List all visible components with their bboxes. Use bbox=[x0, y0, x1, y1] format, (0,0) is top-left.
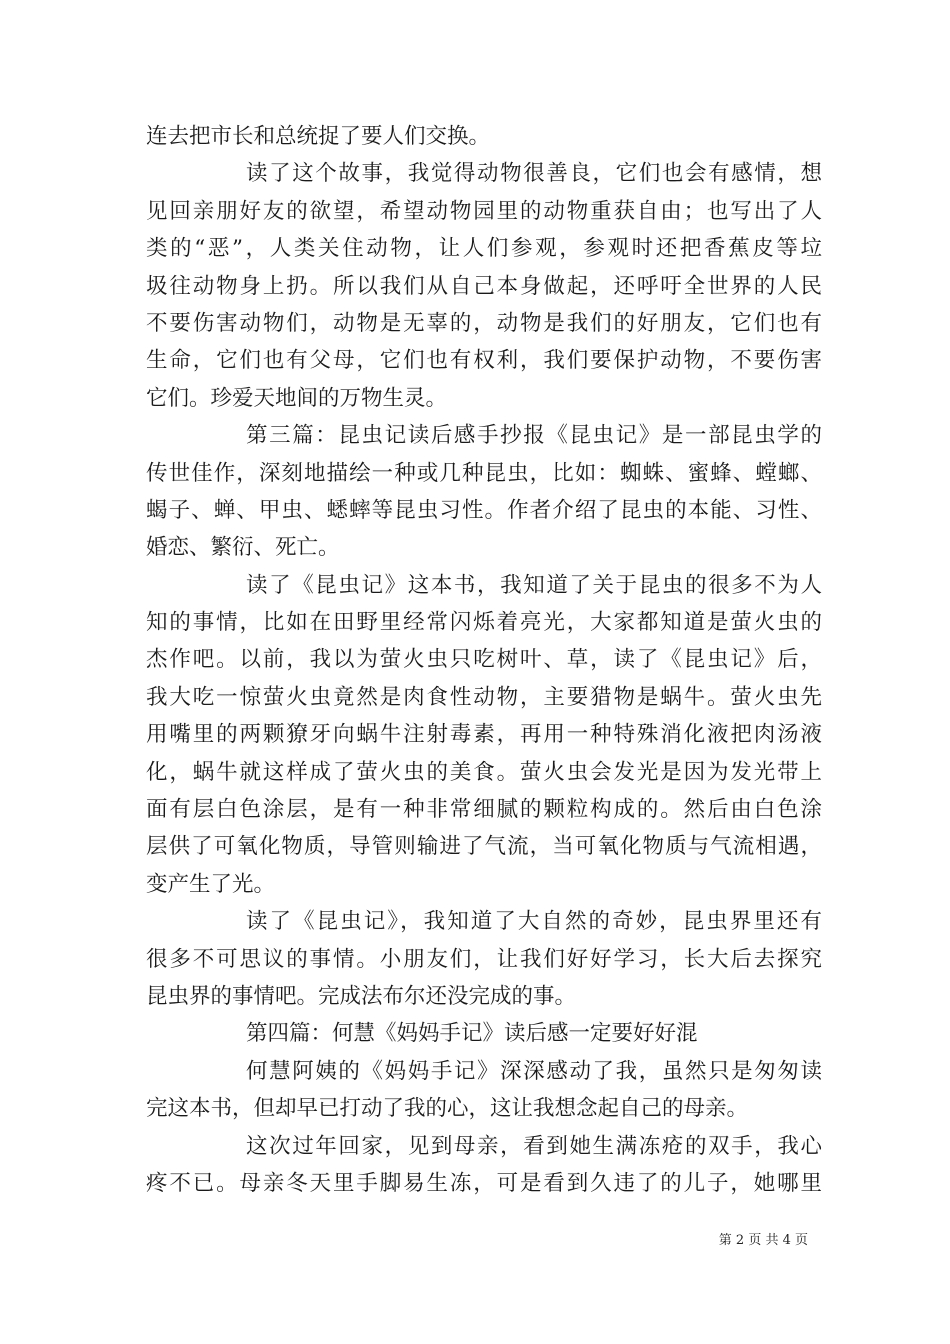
text-line: 化，蜗牛就这样成了萤火虫的美食。萤火虫会发光是因为发光带上 bbox=[146, 759, 822, 785]
text-line: 类的“恶”，人类关住动物，让人们参观，参观时还把香蕉皮等垃 bbox=[146, 236, 822, 262]
text-line: 生命，它们也有父母，它们也有权利，我们要保护动物，不要伤害 bbox=[146, 348, 822, 374]
body-text bbox=[146, 118, 822, 1202]
text-line: 第三篇：昆虫记读后感手抄报《昆虫记》是一部昆虫学的 bbox=[246, 423, 822, 449]
text-line: 何慧阿姨的《妈妈手记》深深感动了我，虽然只是匆匆读 bbox=[246, 1058, 822, 1084]
text-line: 层供了可氧化物质，导管则输进了气流，当可氧化物质与气流相遇， bbox=[146, 834, 822, 860]
text-line: 用嘴里的两颗獠牙向蜗牛注射毒素，再用一种特殊消化液把肉汤液 bbox=[146, 722, 822, 748]
text-line: 面有层白色涂层，是有一种非常细腻的颗粒构成的。然后由白色涂 bbox=[146, 797, 822, 823]
text-line: 蝎子、蝉、甲虫、蟋蟀等昆虫习性。作者介绍了昆虫的本能、习性、 bbox=[146, 497, 822, 523]
text-line: 第四篇：何慧《妈妈手记》读后感一定要好好混 bbox=[246, 1021, 698, 1047]
text-line: 读了《昆虫记》，我知道了大自然的奇妙，昆虫界里还有 bbox=[246, 909, 822, 935]
text-line: 疼不已。母亲冬天里手脚易生冻，可是看到久违了的儿子，她哪里 bbox=[146, 1170, 822, 1196]
text-line: 它们。珍爱天地间的万物生灵。 bbox=[146, 385, 448, 411]
text-line: 传世佳作，深刻地描绘一种或几种昆虫，比如：蜘蛛、蜜蜂、螳螂、 bbox=[146, 460, 822, 486]
text-line: 婚恋、繁衍、死亡。 bbox=[146, 535, 340, 561]
text-line: 知的事情，比如在田野里经常闪烁着亮光，大家都知道是萤火虫的 bbox=[146, 610, 822, 636]
text-line: 这次过年回家，见到母亲，看到她生满冻疮的双手，我心 bbox=[246, 1133, 822, 1159]
text-line: 见回亲朋好友的欲望，希望动物园里的动物重获自由；也写出了人 bbox=[146, 198, 822, 224]
text-line: 读了《昆虫记》这本书，我知道了关于昆虫的很多不为人 bbox=[246, 572, 822, 598]
text-line: 昆虫界的事情吧。完成法布尔还没完成的事。 bbox=[146, 983, 577, 1009]
text-line: 完这本书，但却早已打动了我的心，这让我想念起自己的母亲。 bbox=[146, 1096, 749, 1122]
text-line: 读了这个故事，我觉得动物很善良，它们也会有感情，想 bbox=[246, 161, 822, 187]
text-line: 很多不可思议的事情。小朋友们，让我们好好学习，长大后去探究 bbox=[146, 946, 822, 972]
page-number-footer: 第 2 页 共 4 页 bbox=[718, 1233, 808, 1248]
text-line: 杰作吧。以前，我以为萤火虫只吃树叶、草，读了《昆虫记》后， bbox=[146, 647, 822, 673]
text-line: 变产生了光。 bbox=[146, 871, 276, 897]
text-line: 不要伤害动物们，动物是无辜的，动物是我们的好朋友，它们也有 bbox=[146, 310, 822, 336]
text-line: 我大吃一惊萤火虫竟然是肉食性动物，主要猎物是蜗牛。萤火虫先 bbox=[146, 684, 822, 710]
text-line: 圾往动物身上扔。所以我们从自己本身做起，还呼吁全世界的人民 bbox=[146, 273, 822, 299]
text-line: 连去把市长和总统捉了要人们交换。 bbox=[146, 124, 491, 149]
